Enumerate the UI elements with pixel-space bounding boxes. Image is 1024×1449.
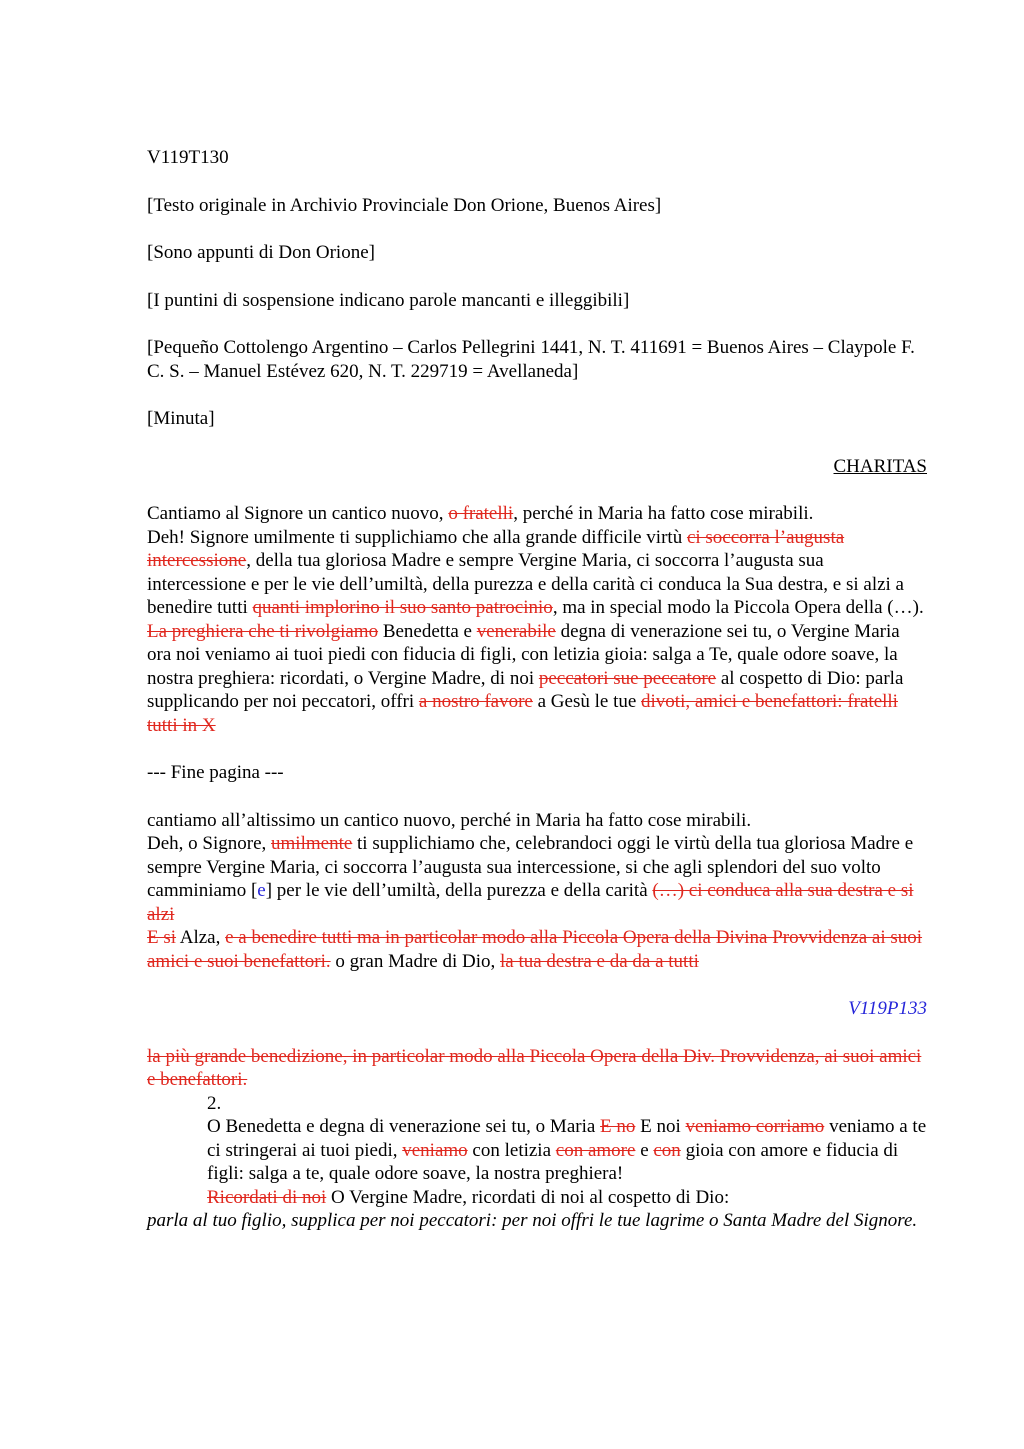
paragraph-italic-closing: parla al tuo figlio, supplica per noi peccatori: per noi offri le tue lagrime o Santa Madre del Signore. [147, 1210, 918, 1231]
text-segment: cantiamo all’altissimo un cantico nuovo, perché in Maria ha fatto cose mirabili. [147, 809, 752, 831]
text-segment: Deh, o Signore, [147, 833, 272, 854]
deleted-continuation [147, 1045, 927, 1092]
deleted-text: divoti, amici e benefattori: fratelli tutti in X [147, 691, 898, 736]
deleted-text: o fratelli [448, 503, 514, 524]
text-segment: gioia con amore e fiducia di figli: salga a te, quale odore soave, la nostra preghiera! [207, 1139, 899, 1184]
text-segment: a Gesù le tue [532, 691, 642, 712]
text-segment: al cospetto di Dio: parla supplicando per noi peccatori, offri [147, 667, 904, 712]
paragraph-third-draft [147, 1115, 927, 1186]
deleted-text: con [653, 1139, 681, 1161]
paragraph-remember [147, 1186, 927, 1210]
text-segment: O Benedetta e degna di venerazione sei tu, o Maria [207, 1116, 601, 1137]
deleted-text: La preghiera che ti rivolgiamo [147, 620, 379, 642]
text-segment: ti supplichiamo che, celebrandoci oggi le virtù della tua gloriosa Madre e sempre Vergine Maria, ci soccorra l’augusta sua intercessione, si che agli splendori del suo volto camminiamo [ [147, 833, 914, 901]
text-segment: con letizia [467, 1139, 556, 1161]
text-segment: , ma in special modo la Piccola Opera della (…). [552, 597, 924, 618]
author-note: [Sono appunti di Don Orione] [147, 242, 375, 263]
section-number: 2. [207, 1092, 222, 1114]
draft-note: [Minuta] [147, 408, 215, 429]
deleted-text: e a benedire tutti ma in particolar modo alla Piccola Opera della Divina Provvidenza ai suoi amici e suoi benefattori. [147, 927, 923, 972]
text-segment: degna di venerazione sei tu, o Vergine Maria ora noi veniamo ai tuoi piedi con fiducia di figli, con letizia gioia: salga a Te, quale odore soave, la nostra preghiera: ricordati, o Vergine Madre, di noi [147, 620, 900, 689]
deleted-text: a nostro favore [418, 691, 533, 712]
deleted-text: ci soccorra l’augusta intercessione [147, 526, 845, 571]
deleted-text: venerabile [476, 620, 556, 642]
text-segment: Deh! Signore umilmente ti supplichiamo che alla grande difficile virtù [147, 526, 687, 548]
deleted-text: veniamo corriamo [685, 1116, 825, 1137]
text-segment: , della tua gloriosa Madre e sempre Vergine Maria, ci soccorra l’augusta sua intercessione e per le vie dell’umiltà, della purezza e della carità ci conduca la Sua destra, e si alzi a benedire tutti [147, 550, 904, 618]
editor-insertion: e [257, 880, 266, 901]
page-reference-line [147, 997, 927, 1021]
text-segment: veniamo a te ci stringerai ai tuoi piedi, [207, 1116, 927, 1161]
text-segment: Cantiamo al Signore un cantico nuovo, [147, 503, 449, 524]
page-reference: V119P133 [848, 998, 927, 1019]
document-code: V119T130 [147, 147, 229, 168]
deleted-text: E si [147, 927, 177, 948]
ellipsis-note: [I puntini di sospensione indicano parole mancanti e illeggibili] [147, 289, 630, 311]
deleted-text: umilmente [271, 833, 353, 854]
deleted-text: peccatori sue peccatore [538, 667, 717, 689]
paragraph-second-draft [147, 809, 927, 974]
deleted-text: quanti implorino il suo santo patrocinio [252, 597, 553, 618]
text-segment: Alza, [176, 927, 226, 948]
text-segment: O Vergine Madre, ricordati di noi al cospetto di Dio: [326, 1186, 730, 1208]
deleted-text: Ricordati di noi [207, 1186, 327, 1208]
text-segment: o gran Madre di Dio, [330, 950, 500, 972]
heading-line [147, 455, 927, 479]
page-break-marker: --- Fine pagina --- [147, 762, 284, 783]
archive-note: [Testo originale in Archivio Provinciale Don Orione, Buenos Aires] [147, 194, 662, 216]
charitas-heading: CHARITAS [833, 455, 927, 477]
text-segment: , perché in Maria ha fatto cose mirabili. [513, 503, 814, 524]
deleted-text: la tua destra e da da a tutti [500, 950, 699, 972]
paragraph-first-draft [147, 502, 927, 737]
deleted-text: la più grande benedizione, in particolar modo alla Piccola Opera della Div. Provvidenza, ai suoi amici e benefattori. [147, 1045, 922, 1090]
deleted-text: (…) ci conduca alla sua destra e si alzi [147, 880, 914, 925]
address-note: [Pequeño Cottolengo Argentino – Carlos Pellegrini 1441, N. T. 411691 = Buenos Aires – Claypole F. C. S. – Manuel Estévez 620, N. T. 229719 = Avellaneda] [147, 337, 915, 382]
document-body [147, 146, 927, 1233]
text-segment: Benedetta e [378, 620, 477, 642]
deleted-text: con amore [555, 1139, 636, 1161]
deleted-text: veniamo [402, 1139, 468, 1161]
deleted-text: E no [600, 1116, 636, 1137]
text-segment: ] per le vie dell’umiltà, della purezza e della carità [265, 880, 653, 901]
text-segment: E noi [635, 1116, 686, 1137]
text-segment: e [635, 1139, 654, 1161]
